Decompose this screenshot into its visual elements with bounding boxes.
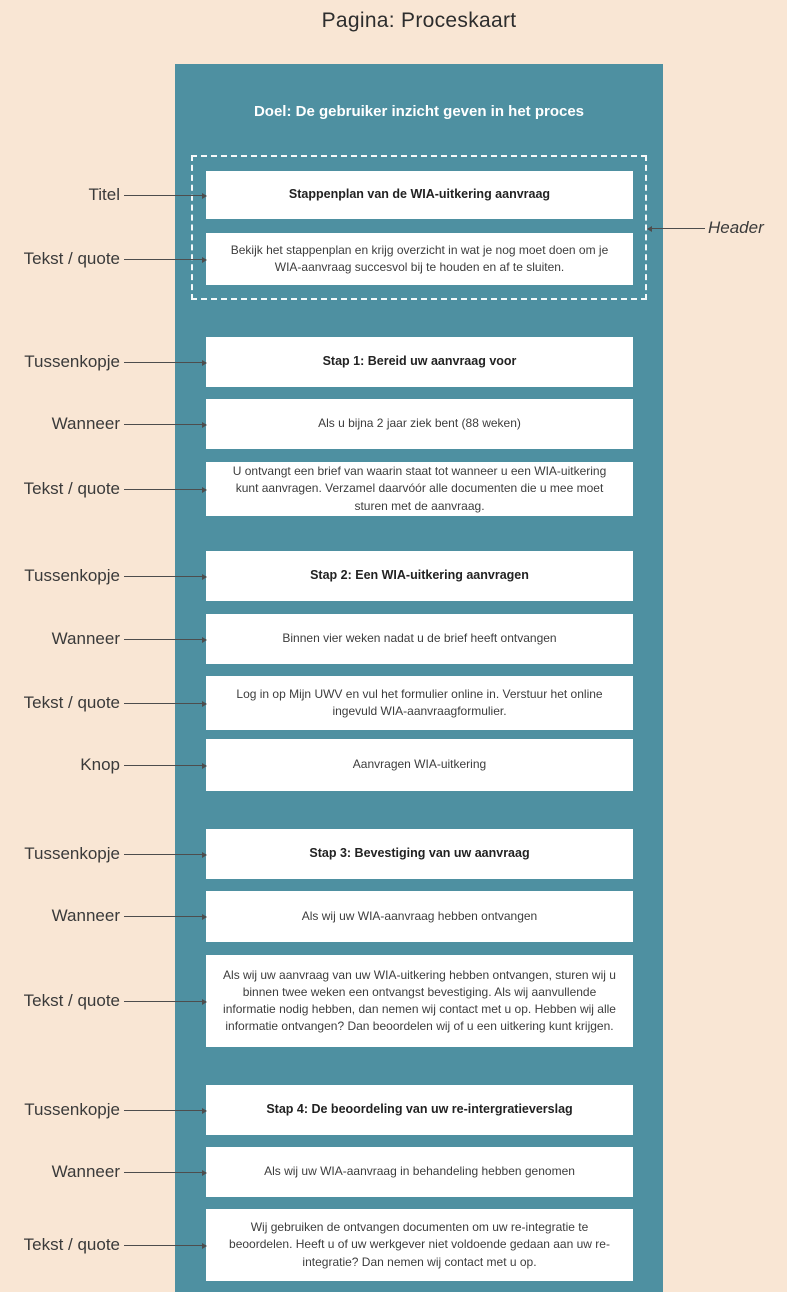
- connector-line-arrow-icon: [124, 854, 206, 855]
- box-tekst-quote-stap3: [206, 955, 633, 1047]
- connector-line-arrow-icon: [124, 576, 206, 577]
- column-goal-heading: Doel: De gebruiker inzicht geven in het proces: [253, 103, 585, 120]
- connector-line-arrow-icon: [124, 639, 206, 640]
- annotation-tekst-quote-stap4: [0, 1233, 206, 1257]
- annotation-label: Tussenkopje: [24, 1100, 120, 1119]
- connector-line-arrow-icon: [124, 259, 206, 260]
- annotation-knop: [0, 753, 206, 777]
- box-text: Aanvragen WIA-uitkering: [352, 757, 487, 772]
- box-tussenkopje-stap2: [206, 551, 633, 601]
- annotation-header: [648, 216, 764, 240]
- box-wanneer-stap3: [206, 891, 633, 942]
- annotation-tussenkopje-stap4: [0, 1098, 206, 1122]
- connector-line-arrow-icon: [124, 362, 206, 363]
- annotation-label: Wanneer: [51, 1162, 120, 1181]
- box-text: U ontvangt een brief van waarin staat tot wanneer u een WIA-uitkering kunt aanvragen. Verzamel daarvóór alle documenten die u mee moet sturen met de aanvraag.: [232, 464, 607, 513]
- annotation-label: Header: [708, 218, 764, 237]
- annotation-tekst-quote-intro: [0, 247, 206, 271]
- annotation-label: Wanneer: [51, 414, 120, 433]
- box-text: Binnen vier weken nadat u de brief heeft ontvangen: [282, 631, 557, 646]
- annotation-tussenkopje-stap2: [0, 564, 206, 588]
- box-tussenkopje-stap4: [206, 1085, 633, 1135]
- box-tekst-quote-intro: [206, 233, 633, 285]
- annotation-label: Tekst / quote: [23, 991, 120, 1010]
- box-titel-text: Stappenplan van de WIA-uitkering aanvraag: [288, 187, 551, 202]
- annotation-tussenkopje-stap1: [0, 350, 206, 374]
- box-text: Als wij uw WIA-aanvraag hebben ontvangen: [301, 908, 538, 923]
- annotation-label: Wanneer: [51, 629, 120, 648]
- box-tekst-quote-stap2: [206, 676, 633, 730]
- box-wanneer-stap2: [206, 614, 633, 664]
- annotation-tekst-quote-stap3: [0, 989, 206, 1013]
- connector-line-arrow-icon: [124, 916, 206, 917]
- box-text: Stap 3: Bevestiging van uw aanvraag: [309, 846, 530, 861]
- annotation-label: Knop: [80, 755, 120, 774]
- connector-line-arrow-icon: [124, 1110, 206, 1111]
- box-text: Wij gebruiken de ontvangen documenten om uw re-integratie te beoordelen. Heeft u of uw werkgever niet voldoende gedaan aan uw re-integratie? Dan nemen wij contact met u op.: [229, 1220, 610, 1269]
- box-text: Stap 4: De beoordeling van uw re-intergratieverslag: [266, 1102, 573, 1117]
- annotation-label: Tekst / quote: [23, 479, 120, 498]
- annotation-label: Tekst / quote: [23, 1235, 120, 1254]
- annotation-label: Tekst / quote: [23, 249, 120, 268]
- box-tussenkopje-stap3: [206, 829, 633, 879]
- connector-line-arrow-icon: [124, 703, 206, 704]
- annotation-tussenkopje-stap3: [0, 842, 206, 866]
- box-tussenkopje-stap1: [206, 337, 633, 387]
- annotation-wanneer-stap4: [0, 1160, 206, 1184]
- annotation-tekst-quote-stap1: [0, 477, 206, 501]
- annotation-titel: [0, 183, 206, 207]
- box-knop-aanvragen: [206, 739, 633, 791]
- connector-line-arrow-icon: [124, 195, 206, 196]
- box-titel: [206, 171, 633, 219]
- annotation-label: Titel: [88, 185, 120, 204]
- box-tekst-quote-stap4: [206, 1209, 633, 1281]
- page-title: Pagina: Proceskaart: [321, 9, 517, 32]
- connector-line-arrow-icon: [124, 1001, 206, 1002]
- box-text: Als u bijna 2 jaar ziek bent (88 weken): [318, 416, 521, 431]
- box-wanneer-stap4: [206, 1147, 633, 1197]
- box-text: Stap 1: Bereid uw aanvraag voor: [322, 354, 517, 369]
- box-text: Log in op Mijn UWV en vul het formulier online in. Verstuur het online ingevuld WIA-aanvraagformulier.: [236, 686, 603, 718]
- connector-line-arrow-icon: [124, 1245, 206, 1246]
- connector-line-arrow-icon: [124, 424, 206, 425]
- box-text: Stap 2: Een WIA-uitkering aanvragen: [310, 568, 529, 583]
- connector-line-arrow-icon: [124, 489, 206, 490]
- annotation-wanneer-stap3: [0, 904, 206, 928]
- annotation-label: Tekst / quote: [23, 693, 120, 712]
- annotation-wanneer-stap1: [0, 412, 206, 436]
- annotation-tekst-quote-stap2: [0, 691, 206, 715]
- connector-line-arrow-icon: [124, 1172, 206, 1173]
- box-wanneer-stap1: [206, 399, 633, 449]
- box-tekst-quote-stap1: [206, 462, 633, 516]
- box-text: Bekijk het stappenplan en krijg overzicht in wat je nog moet doen om je WIA-aanvraag succesvol bij te houden en af te sluiten.: [230, 242, 609, 274]
- box-text: Als wij uw WIA-aanvraag in behandeling hebben genomen: [264, 1164, 575, 1179]
- annotation-label: Tussenkopje: [24, 844, 120, 863]
- annotation-wanneer-stap2: [0, 627, 206, 651]
- connector-line-arrow-icon: [124, 765, 206, 766]
- box-text: Als wij uw aanvraag van uw WIA-uitkering hebben ontvangen, sturen wij u binnen twee weken een ontvangst bevestiging. Als wij aanvullende informatie nodig hebben, dan nemen wij contact met u op. Hebben wij alle informatie ontvangen? Dan beoordelen wij of u een uitkering kunt krijgen.: [223, 967, 616, 1034]
- connector-line-arrow-icon: [648, 228, 705, 229]
- annotation-label: Tussenkopje: [24, 566, 120, 585]
- annotation-label: Tussenkopje: [24, 352, 120, 371]
- annotation-label: Wanneer: [51, 906, 120, 925]
